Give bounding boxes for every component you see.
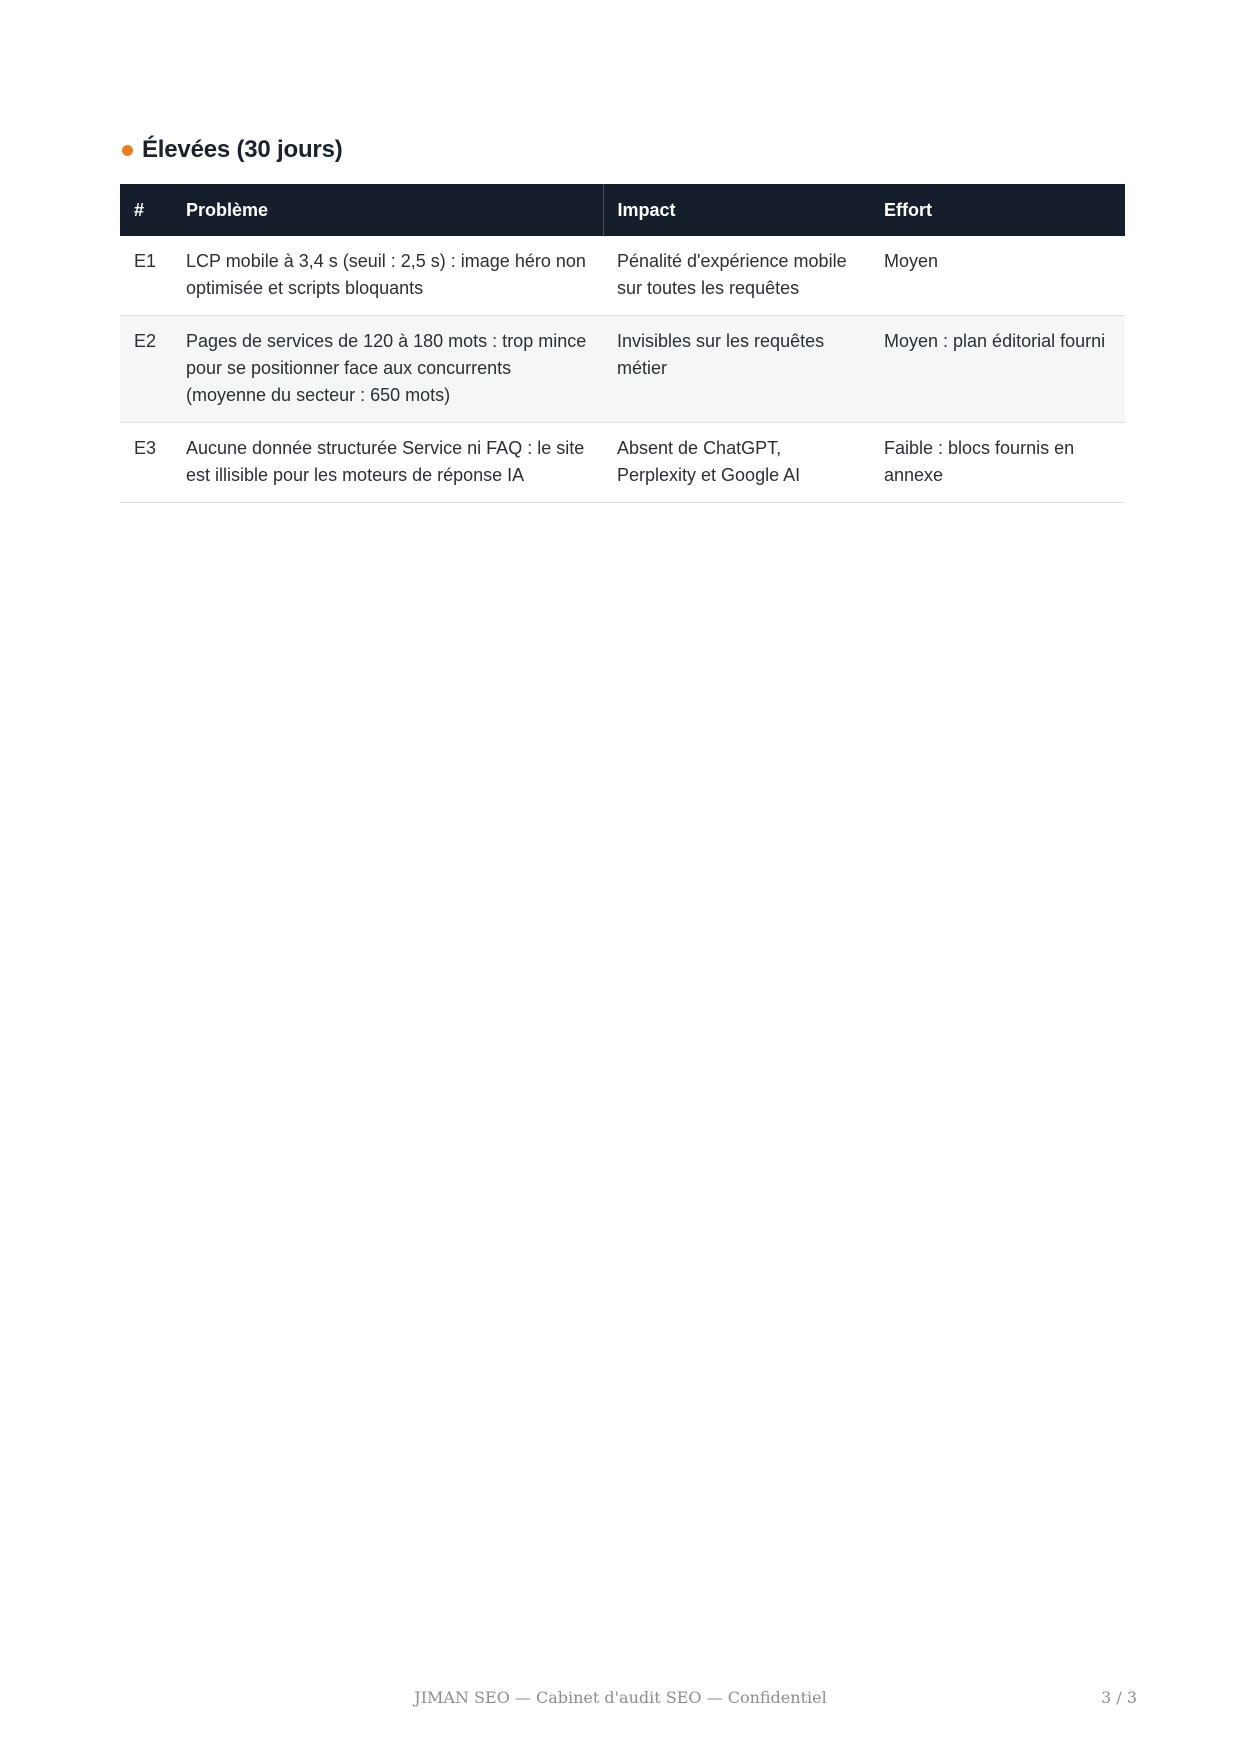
header-effort: Effort [884,199,932,220]
section-elevees [120,128,1125,503]
issues-table [120,184,1125,503]
row-id: E2 [120,316,172,423]
row-impact: Pénalité d'expérience mobile sur toutes les requêtes [603,236,870,316]
table-row [120,316,1125,423]
row-id: E3 [120,423,172,503]
priority-bullet-icon [122,145,133,156]
section-heading [120,128,1125,172]
header-impact: Impact [603,184,870,236]
row-id: E1 [120,236,172,316]
footer-text: JIMAN SEO — Cabinet d'audit SEO — Confidentiel [414,1688,827,1707]
row-impact: Absent de ChatGPT, Perplexity et Google AI [603,423,870,503]
row-probleme: Pages de services de 120 à 180 mots : trop mince pour se positionner face aux concurrents (moyenne du secteur : 650 mots) [172,316,603,423]
table-row [120,236,1125,316]
header-probleme: Problème [186,199,269,220]
table-row [120,423,1125,503]
row-effort: Faible : blocs fournis en annexe [870,423,1125,503]
row-probleme: LCP mobile à 3,4 s (seuil : 2,5 s) : image héro non optimisée et scripts bloquants [172,236,603,316]
row-effort: Moyen : plan éditorial fourni [870,316,1125,423]
section-title: Élevées (30 jours) [142,136,343,163]
page-number: 3 / 3 [1101,1688,1137,1707]
row-impact: Invisibles sur les requêtes métier [603,316,870,423]
row-effort: Moyen [870,236,1125,316]
row-probleme: Aucune donnée structurée Service ni FAQ : le site est illisible pour les moteurs de réponse IA [172,423,603,503]
table-header [120,184,1125,236]
header-number: # [134,199,145,220]
